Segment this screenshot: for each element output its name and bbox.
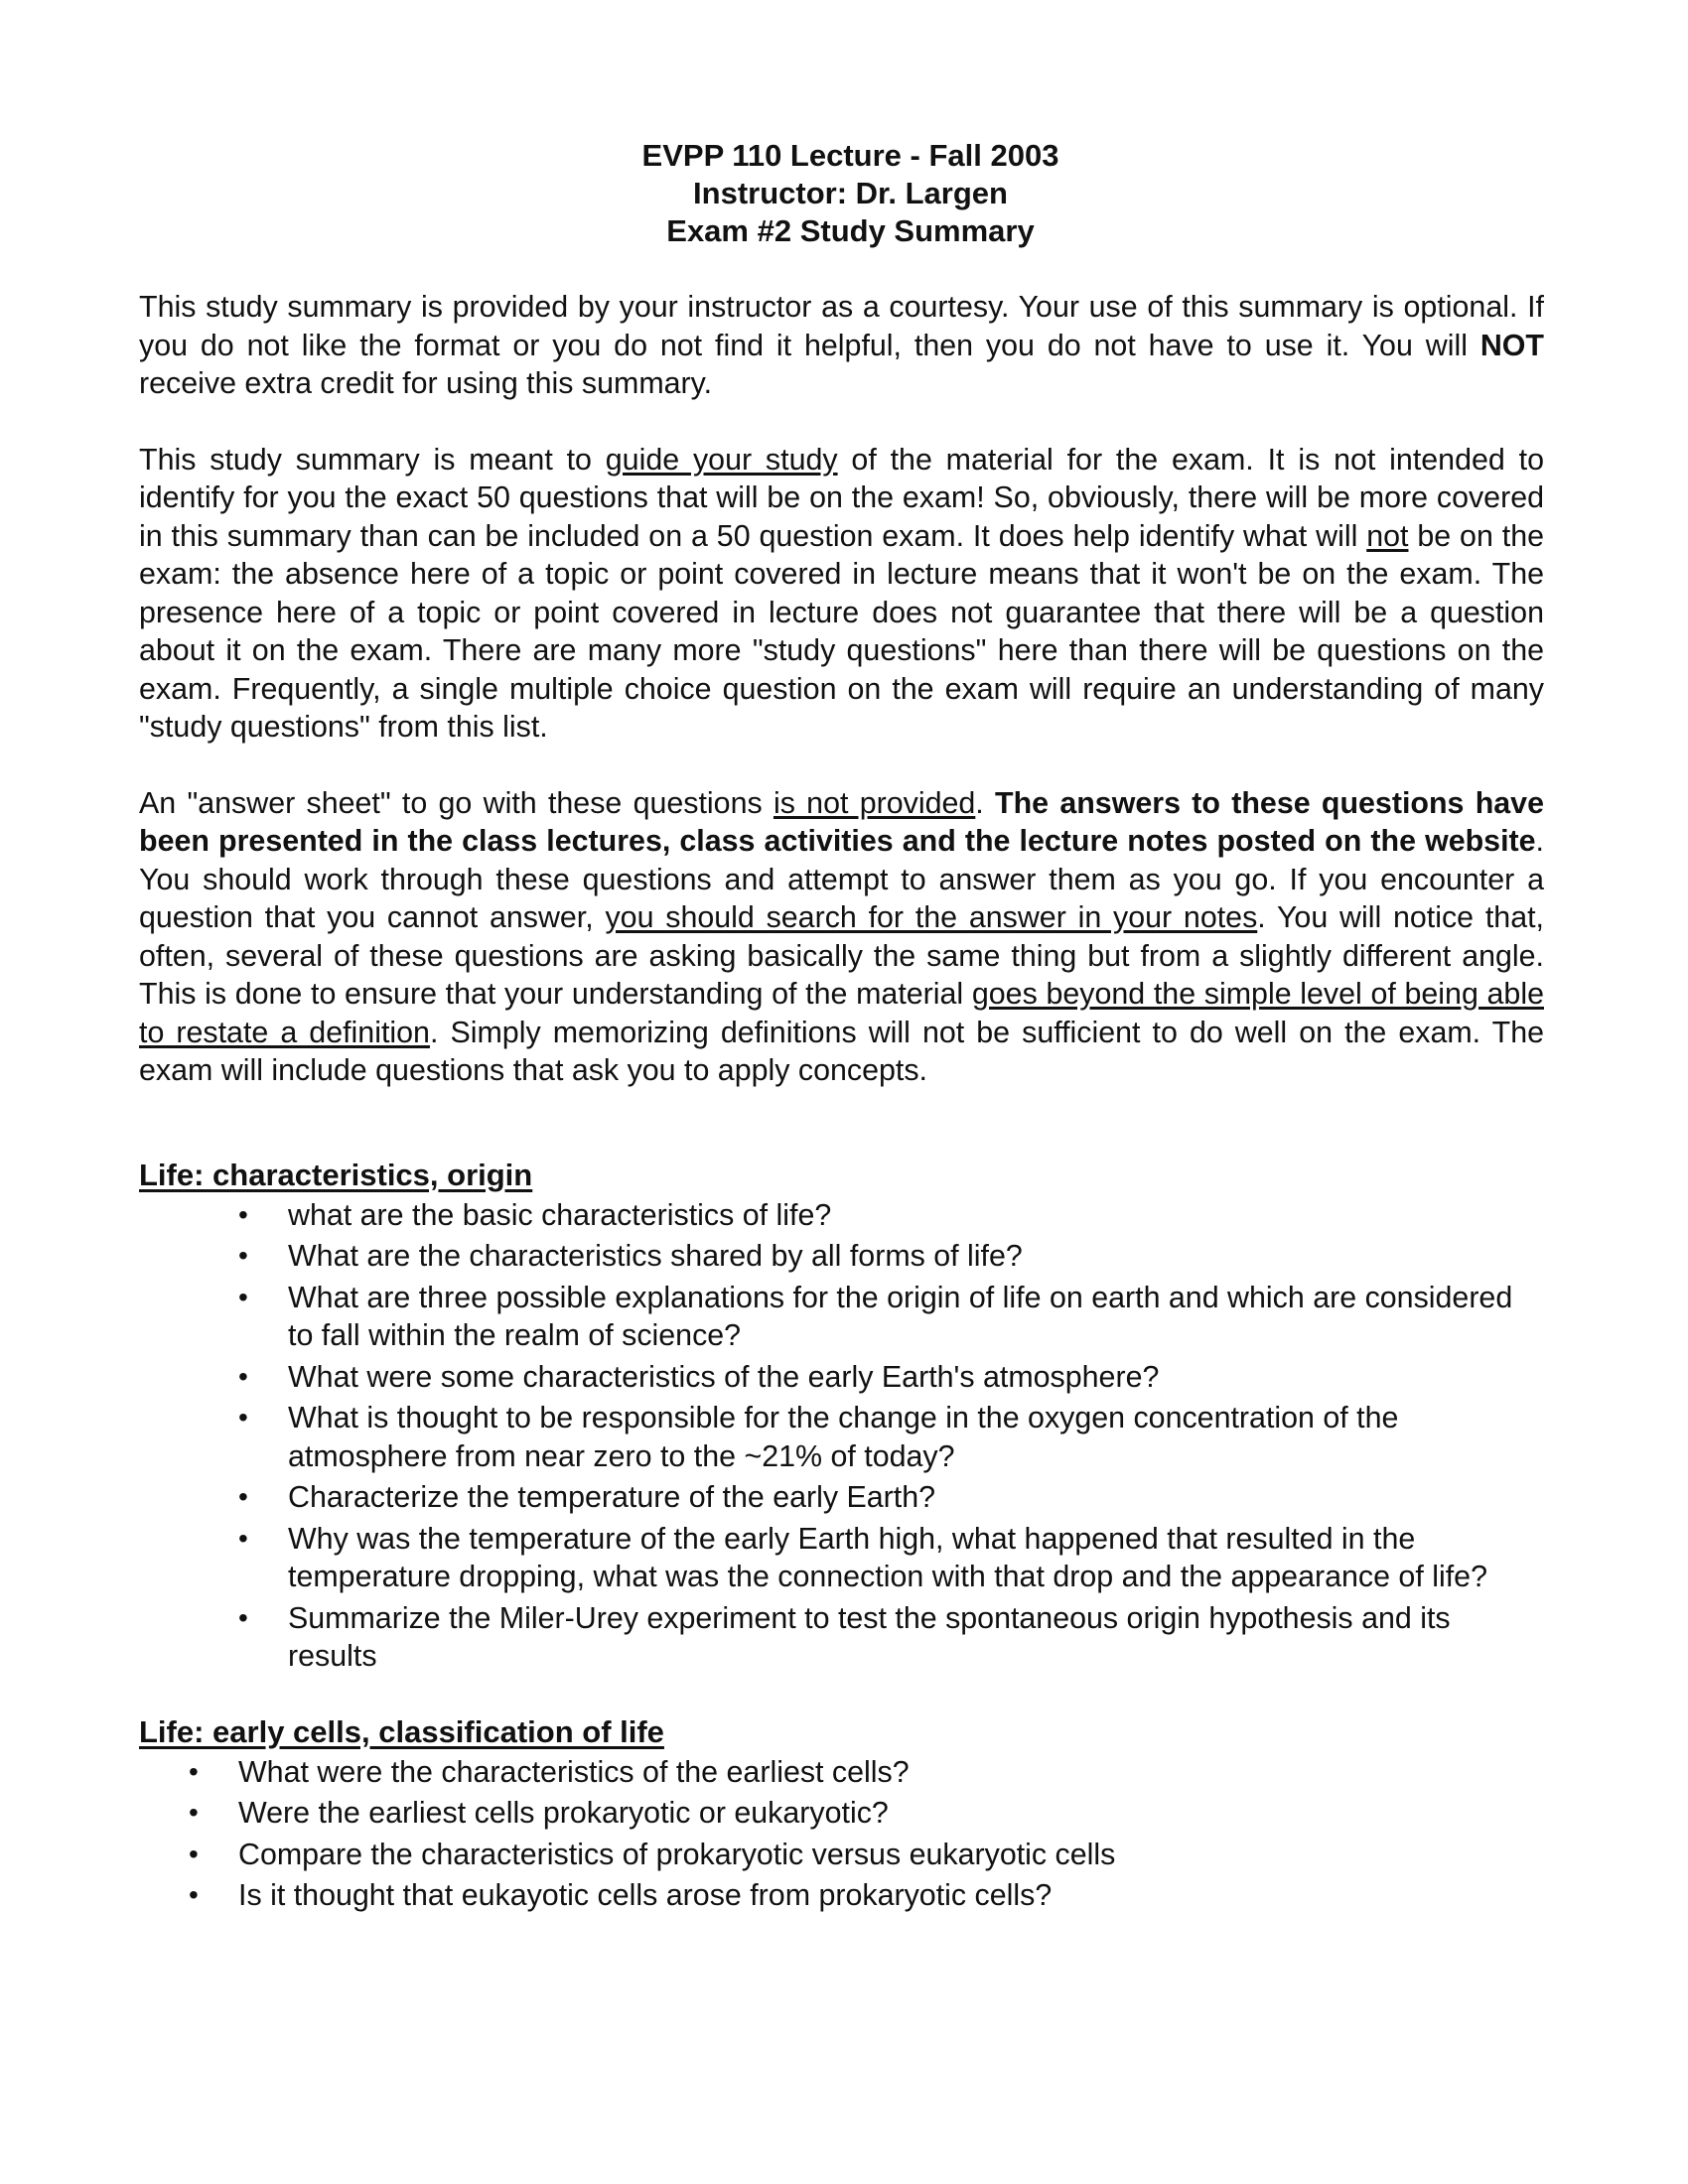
purpose-text-3: be on the exam: the absence here of a topic or point covered in lecture means that it won't be on the exam. The presence here of a topic or point covered in lecture does not guarantee that there will be a question about it on the exam. There are many more "study questions" here than there will be questions on the exam. Frequently, a single multiple choice question on the exam will require an understanding of many "study questions" from this list. — [139, 518, 1544, 744]
instructor-line: Instructor: Dr. Largen — [693, 176, 1008, 210]
purpose-text: This study summary is meant to — [139, 442, 606, 477]
answers-underline-3: goes beyond the simple level of being able to restate a definition — [139, 977, 1544, 1049]
answers-text-4: . Simply memorizing definitions will not be sufficient to do well on the exam. The exam will include questions that ask you to apply concepts. — [139, 1015, 1544, 1087]
bullet-icon: • — [238, 1281, 248, 1312]
question-text: What are the characteristics shared by all forms of life? — [288, 1239, 1023, 1273]
bullet-icon: • — [238, 1402, 248, 1433]
bullet-icon: • — [238, 1522, 248, 1554]
bullet-icon: • — [189, 1755, 199, 1787]
course-title: EVPP 110 Lecture - Fall 2003 — [641, 138, 1059, 173]
question-text: Summarize the Miler-Urey experiment to test the spontaneous origin hypothesis and its results — [288, 1600, 1451, 1673]
answers-text-3: . You will notice that, often, several of these questions are asking basically the same thing but from a slightly different angle. This is done to ensure that your understanding of the material — [139, 900, 1544, 1011]
question-text: Characterize the temperature of the early Earth? — [288, 1480, 936, 1514]
answers-underline: is not provided — [773, 785, 976, 820]
question-text: What is thought to be responsible for the change in the oxygen concentration of the atmosphere from near zero to the ~21% of today? — [288, 1401, 1399, 1473]
question-text: What were the characteristics of the earliest cells? — [238, 1754, 910, 1789]
list-item — [139, 1599, 1544, 1676]
section-heading-early-cells: Life: early cells, classification of life — [139, 1713, 664, 1749]
bullet-icon: • — [189, 1797, 199, 1828]
list-item — [139, 1196, 1544, 1235]
list-item — [139, 1753, 1544, 1792]
list-item — [139, 1836, 1544, 1874]
intro-paragraph — [139, 288, 1544, 403]
question-text: Compare the characteristics of prokaryotic versus eukaryotic cells — [238, 1837, 1116, 1871]
question-list-characteristics — [139, 1196, 1544, 1676]
question-text: What were some characteristics of the early Earth's atmosphere? — [288, 1359, 1160, 1394]
answers-underline-2: you should search for the answer in your notes — [605, 900, 1258, 934]
answers-bold: The answers to these questions have been presented in the class lectures, class activities and the lecture notes posted on the website — [139, 785, 1544, 858]
bullet-icon: • — [189, 1838, 199, 1869]
bullet-icon: • — [238, 1601, 248, 1633]
question-text: Why was the temperature of the early Earth high, what happened that resulted in the temperature dropping, what was the connection with that drop and the appearance of life? — [288, 1521, 1487, 1593]
list-item — [139, 1399, 1544, 1475]
list-item — [139, 1358, 1544, 1397]
purpose-underline: guide your study — [605, 442, 838, 477]
document-header — [157, 137, 1544, 250]
document-page — [139, 137, 1544, 1918]
section-heading-characteristics: Life: characteristics, origin — [139, 1157, 533, 1192]
purpose-text-2: of the material for the exam. It is not intended to identify for you the exact 50 questions that will be on the exam! So, obviously, there will be more covered in this summary than can be included on a 50 question exam. It does help identify what will — [139, 442, 1544, 553]
bullet-icon: • — [238, 1360, 248, 1392]
purpose-paragraph — [139, 441, 1544, 747]
list-item — [139, 1520, 1544, 1596]
intro-text-end: receive extra credit for using this summary. — [139, 366, 713, 400]
purpose-underline-not: not — [1366, 518, 1409, 553]
list-item — [139, 1279, 1544, 1355]
question-text: Is it thought that eukayotic cells arose from prokaryotic cells? — [238, 1878, 1053, 1912]
question-list-early-cells — [139, 1753, 1544, 1915]
intro-text: This study summary is provided by your instructor as a courtesy. Your use of this summary is optional. If you do not like the format or you do not find it helpful, then you do not have to use it. You will — [139, 290, 1544, 362]
intro-emphasis: NOT — [1479, 328, 1544, 362]
answers-text: An "answer sheet" to go with these questions — [139, 785, 774, 820]
list-item — [139, 1794, 1544, 1833]
list-item — [139, 1237, 1544, 1276]
answers-paragraph — [139, 784, 1544, 1090]
answers-punct: . — [975, 785, 996, 820]
list-item — [139, 1478, 1544, 1517]
bullet-icon: • — [189, 1879, 199, 1910]
question-text: what are the basic characteristics of life? — [288, 1197, 832, 1232]
bullet-icon: • — [238, 1481, 248, 1512]
answers-text-2: . You should work through these questions and attempt to answer them as you go. If you encounter a question that you cannot answer, — [139, 824, 1544, 934]
list-item — [139, 1876, 1544, 1915]
question-text: What are three possible explanations for the origin of life on earth and which are considered to fall within the realm of science? — [288, 1280, 1513, 1352]
bullet-icon: • — [238, 1198, 248, 1230]
document-title: Exam #2 Study Summary — [666, 213, 1035, 248]
bullet-icon: • — [238, 1240, 248, 1271]
question-text: Were the earliest cells prokaryotic or eukaryotic? — [238, 1796, 889, 1830]
